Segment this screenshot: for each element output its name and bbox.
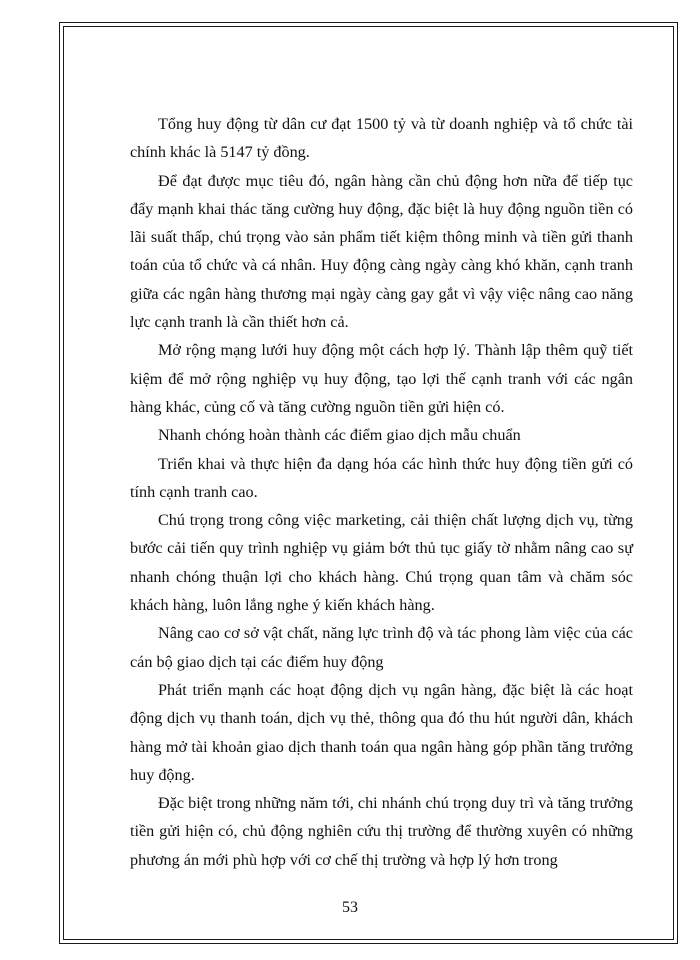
body-text [130,110,633,874]
paragraph-coming-years: Đặc biệt trong những năm tới, chi nhánh chú trọng duy trì và tăng trưởng tiền gửi hiện có, chủ động nghiên cứu thị trường để thường xuyên có những phương án mới phù hợp với cơ chế thị trường và hợp lý hơn trong [130,794,633,869]
page-number: 53 [342,899,358,916]
paragraph-facilities-staff: Nâng cao cơ sở vật chất, năng lực trình độ và tác phong làm việc của các cán bộ giao dịch tại các điểm huy động [130,624,633,671]
paragraph-expand-network: Mở rộng mạng lưới huy động một cách hợp lý. Thành lập thêm quỹ tiết kiệm để mở rộng nghiệp vụ huy động, tạo lợi thế cạnh tranh với các ngân hàng khác, củng cố và tăng cường nguồn tiền gửi hiện có. [130,341,633,416]
paragraph-total-mobilization: Tổng huy động từ dân cư đạt 1500 tỷ và từ doanh nghiệp và tổ chức tài chính khác là 5147 tỷ đồng. [130,115,633,162]
paragraph-banking-services: Phát triển mạnh các hoạt động dịch vụ ngân hàng, đặc biệt là các hoạt động dịch vụ thanh toán, dịch vụ thẻ, thông qua đó thu hút người dân, khách hàng mở tài khoản giao dịch thanh toán qua ngân hàng góp phần tăng trưởng huy động. [130,680,633,784]
paragraph-marketing: Chú trọng trong công việc marketing, cải thiện chất lượng dịch vụ, từng bước cải tiến quy trình nghiệp vụ giảm bớt thủ tục giấy tờ nhằm nâng cao sự nhanh chóng thuận lợi cho khách hàng. Chú trọng quan tâm và chăm sóc khách hàng, luôn lắng nghe ý kiến khách hàng. [130,511,633,615]
paragraph-proactive-mobilization: Để đạt được mục tiêu đó, ngân hàng cần chủ động hơn nữa để tiếp tục đẩy mạnh khai thác tăng cường huy động, đặc biệt là huy động nguồn tiền có lãi suất thấp, chú trọng vào sản phẩm tiết kiệm thông minh và tiền gửi thanh toán của tổ chức và cá nhân. Huy động càng ngày càng khó khăn, cạnh tranh giữa các ngân hàng thương mại ngày càng gay gắt vì vậy việc nâng cao năng lực cạnh tranh là cần thiết hơn cả. [130,171,633,332]
paragraph-diversify-deposits: Triển khai và thực hiện đa dạng hóa các hình thức huy động tiền gửi có tính cạnh tranh cao. [130,454,633,501]
paragraph-standard-transaction-points: Nhanh chóng hoàn thành các điểm giao dịch mẫu chuẩn [158,426,521,445]
